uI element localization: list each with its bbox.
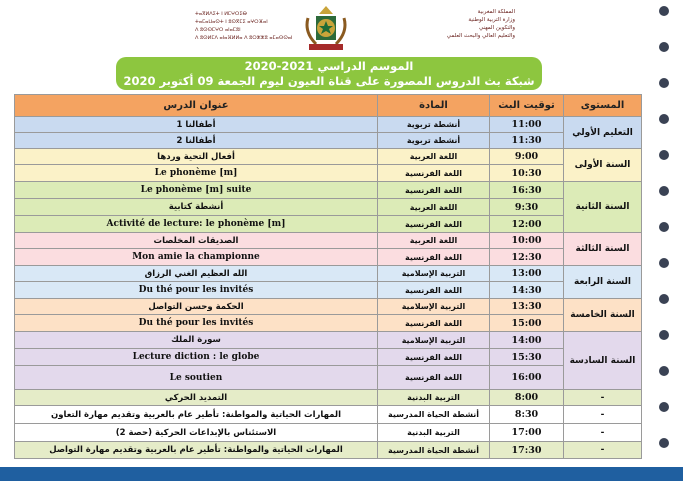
lesson-title-cell: Mon amie la championne [15,249,378,266]
level-cell: السنة الثالثة [564,233,642,266]
level-cell: - [564,442,642,459]
lesson-title-cell: Lecture diction : le globe [15,349,378,366]
lesson-title-cell: الصديقات المخلصات [15,233,378,249]
subject-cell: أنشطة تربوية [378,117,490,133]
table-row [15,182,642,199]
subject-cell: التربية الإسلامية [378,266,490,282]
level-cell: السنة الرابعة [564,266,642,299]
level-cell: التعليم الأولي [564,117,642,149]
table-row [15,149,642,165]
table-row [15,349,642,366]
table-row [15,216,642,233]
table-row [15,390,642,406]
time-cell: 11:30 [490,133,564,149]
level-header: المستوى [564,95,642,117]
arabic-ministry-name: المملكة المغربية وزارة التربية الوطنية والتكوين المهني والتعليم العالي والبحث العلمي [446,9,515,39]
table-body [15,117,642,459]
dot-icon [659,78,669,88]
dot-icon [659,258,669,268]
lesson-title-cell: الله العظيم الغني الرزاق [15,266,378,282]
time-cell: 9:00 [490,149,564,165]
table-row [15,249,642,266]
table-row [15,199,642,216]
level-cell: السنة الأولى [564,149,642,182]
time-cell: 12:00 [490,216,564,233]
time-cell: 17:00 [490,424,564,442]
subject-cell: اللغة الفرنسية [378,366,490,390]
level-cell: - [564,390,642,406]
moroccan-coat-of-arms-icon [303,4,349,54]
lesson-title-cell: أطفالنا 1 [15,117,378,133]
lesson-title-cell: المهارات الحياتية والمواطنة: تأطير عام بالعربية وتقديم مهارة التواصل [15,442,378,459]
time-cell: 13:00 [490,266,564,282]
time-cell: 14:00 [490,332,564,349]
subject-cell: اللغة الفرنسية [378,249,490,266]
subject-cell: التربية الإسلامية [378,299,490,315]
time-cell: 10:30 [490,165,564,182]
table-row [15,332,642,349]
table-row [15,424,642,442]
table-row [15,117,642,133]
time-cell: 13:30 [490,299,564,315]
lesson-title-cell: Du thé pour les invités [15,315,378,332]
lesson-title-cell: أطفالنا 2 [15,133,378,149]
subject-cell: اللغة الفرنسية [378,216,490,233]
subject-cell: اللغة العربية [378,149,490,165]
lesson-title-cell: سورة الملك [15,332,378,349]
lesson-title-cell: Le soutien [15,366,378,390]
dot-icon [659,366,669,376]
lesson-title-cell: Activité de lecture: le phonème [m] [15,216,378,233]
subject-cell: اللغة العربية [378,233,490,249]
time-cell: 11:00 [490,117,564,133]
subject-cell: أنشطة الحياة المدرسية [378,406,490,424]
dot-icon [659,42,669,52]
level-cell: - [564,406,642,424]
lesson-title-cell: الاستئناس بالإبداعات الحركية (حصة 2) [15,424,378,442]
time-cell: 17:30 [490,442,564,459]
time-cell: 14:30 [490,282,564,299]
dot-icon [659,402,669,412]
title-banner [116,57,542,90]
dot-icon [659,222,669,232]
table-header-row [15,95,642,117]
lesson-title-cell: Le phonème [m] suite [15,182,378,199]
time-cell: 8:00 [490,390,564,406]
lesson-title-cell: Du thé pour les invités [15,282,378,299]
level-cell: - [564,424,642,442]
table-row [15,406,642,424]
subject-cell: التربية الإسلامية [378,332,490,349]
broadcast-schedule-table [14,94,642,459]
time-cell: 8:30 [490,406,564,424]
lesson-title-cell: المهارات الحياتية والمواطنة: تأطير عام بالعربية وتقديم مهارة التعاون [15,406,378,424]
level-cell: السنة الخامسة [564,299,642,332]
time-cell: 9:30 [490,199,564,216]
time-cell: 15:00 [490,315,564,332]
subject-cell: اللغة الفرنسية [378,182,490,199]
lesson-title-cell: Le phonème [m] [15,165,378,182]
subject-cell: التربية البدنية [378,390,490,406]
ministry-header [195,4,515,54]
school-year: الموسم الدراسي 2021-2020 [244,59,414,73]
lesson-title-cell: التمديد الحركي [15,390,378,406]
subject-cell: اللغة الفرنسية [378,282,490,299]
time-cell: 16:30 [490,182,564,199]
table-row [15,442,642,459]
lesson-title-cell: أنشطة كتابية [15,199,378,216]
table-row [15,133,642,149]
lesson-title-cell: أفعال التحية وردها [15,149,378,165]
dot-icon [659,186,669,196]
time-cell: 10:00 [490,233,564,249]
table-row [15,165,642,182]
subject-cell: أنشطة الحياة المدرسية [378,442,490,459]
table-row [15,266,642,282]
time-cell: 12:30 [490,249,564,266]
dot-icon [659,114,669,124]
subject-header: المادة [378,95,490,117]
table-row [15,299,642,315]
level-cell: السنة الثانية [564,182,642,233]
bottom-bar [0,467,683,481]
table-row [15,233,642,249]
title-header: عنوان الدرس [15,95,378,117]
time-header: توقيت البث [490,95,564,117]
subject-cell: اللغة الفرنسية [378,349,490,366]
subject-cell: اللغة العربية [378,199,490,216]
dot-icon [659,294,669,304]
time-cell: 15:30 [490,349,564,366]
table-row [15,366,642,390]
dot-icon [659,150,669,160]
broadcast-title: شبكة بث الدروس المصورة على قناة العيون ليوم الجمعة 09 أكتوبر 2020 [123,74,535,88]
tifinagh-ministry-name: ⵜⴰⴳⵍⴷⵉⵜ ⵏ ⵍⵎⵖⵔⵉⴱ ⵜⴰⵎⴰⵡⴰⵙⵜ ⵏ ⵓⵙⴳⵎⵉ ⴰⵖⵔⴼⴰⵏ ⴷ ⵓⵙⵙⵎⵖⵔ ⴰⵏⴰⵎⵓⵏ ⴷ ⵓⵙⵍⵎⴷ ⴰⵏⴰⴼⵍⵍⴰ ⴷ ⵓⵔⵣⵣⵓ ⴰⵎⴰⵙⵙⴰⵏ [195,11,293,41]
table-row [15,282,642,299]
subject-cell: اللغة الفرنسية [378,165,490,182]
subject-cell: أنشطة تربوية [378,133,490,149]
subject-cell: اللغة الفرنسية [378,315,490,332]
table-row [15,315,642,332]
subject-cell: التربية البدنية [378,424,490,442]
lesson-title-cell: الحكمة وحسن التواصل [15,299,378,315]
side-dots [659,6,673,466]
level-cell: السنة السادسة [564,332,642,390]
dot-icon [659,6,669,16]
dot-icon [659,330,669,340]
time-cell: 16:00 [490,366,564,390]
dot-icon [659,438,669,448]
